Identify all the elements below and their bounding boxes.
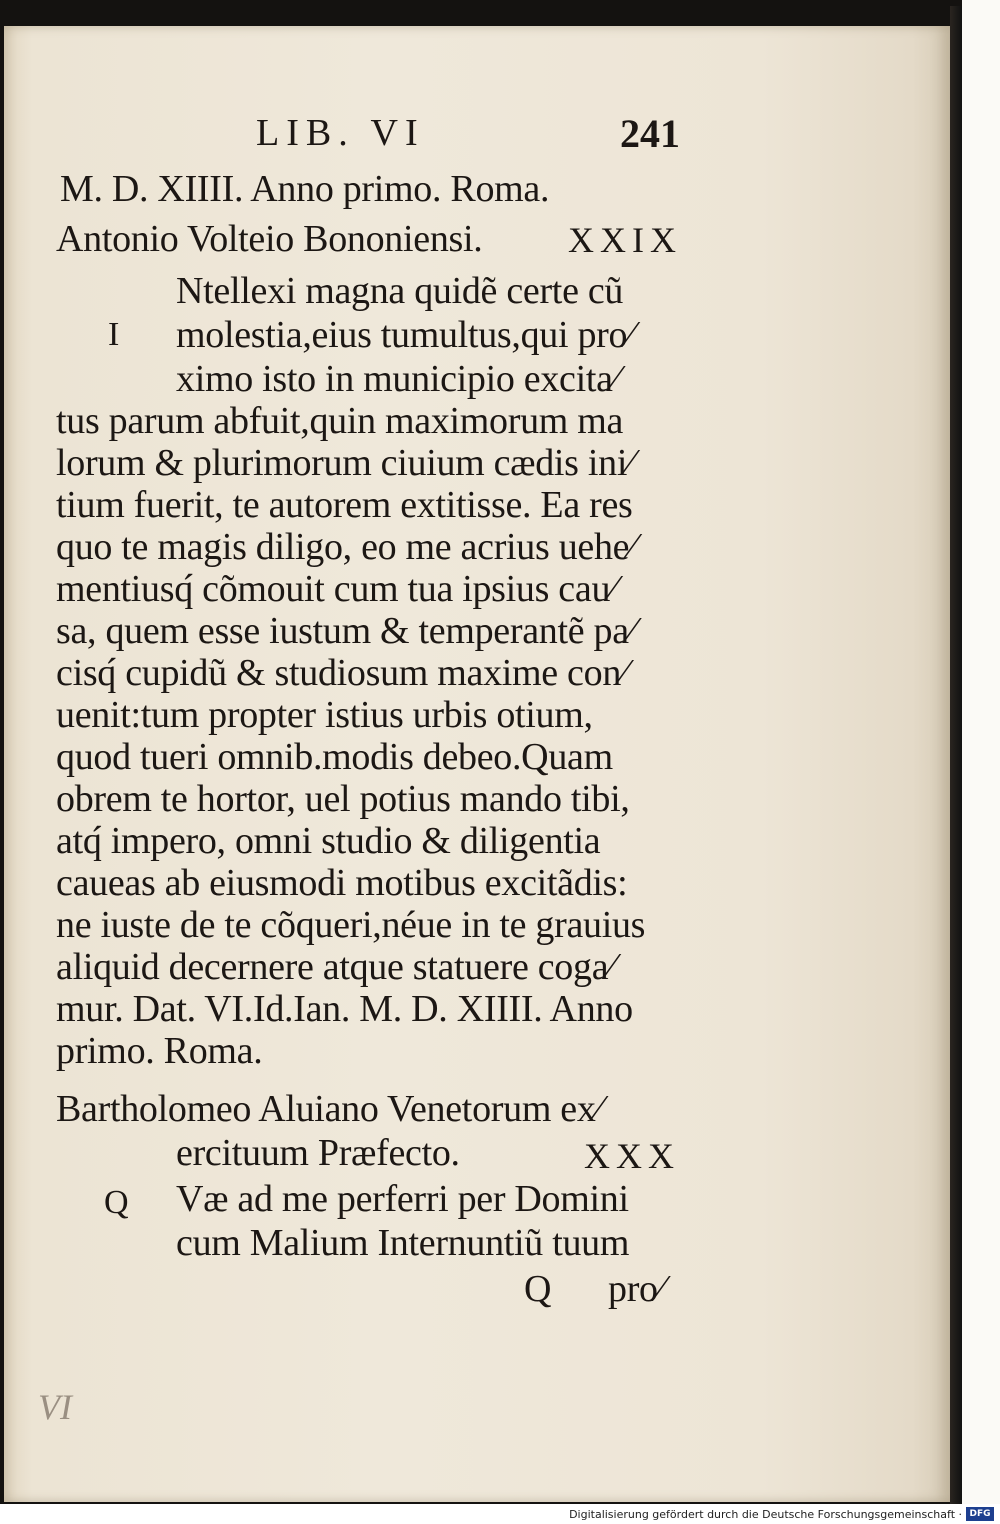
letter-29-line: quo te magis diligo, eo me acrius uehe⁄ xyxy=(56,526,636,568)
letter-29-line: caueas ab eiusmodi motibus excitãdis: xyxy=(56,862,628,904)
letter-29-number: XXIX xyxy=(568,220,682,260)
letter-29-line: atq́ impero, omni studio & diligentia xyxy=(56,820,601,862)
letter-29-line: obrem te hortor, uel potius mando tibi, xyxy=(56,778,630,820)
letter-30-addressee: ercituum Præfecto. xyxy=(176,1132,460,1174)
catchword: pro⁄ xyxy=(608,1268,664,1310)
funding-credit: Digitalisierung gefördert durch die Deutsche Forschungsgemeinschaft · xyxy=(569,1508,962,1521)
letter-29-line: mur. Dat. VI.Id.Ian. M. D. XIIII. Anno xyxy=(56,988,633,1030)
letter-29-line: aliquid decernere atque statuere coga⁄ xyxy=(56,946,615,988)
letter-29-line: Ntellexi magna quidẽ certe cũ xyxy=(176,270,624,312)
digitization-footer xyxy=(0,1504,1000,1524)
letter-29-line: cisq́ cupidũ & studiosum maxime con⁄ xyxy=(56,652,628,694)
running-title: LIB. VI xyxy=(256,112,425,154)
letter-29-line: ne iuste de te cõqueri,néue in te grauius xyxy=(56,904,646,946)
letter-29-initial: I xyxy=(108,316,120,353)
pencil-mark: VI xyxy=(38,1387,72,1427)
dateline-previous-letter: M. D. XIIII. Anno primo. Roma. xyxy=(60,168,550,210)
letter-30-addressee: Bartholomeo Aluiano Venetorum ex⁄ xyxy=(56,1088,602,1130)
letter-30-number: XXX xyxy=(584,1136,680,1176)
book-edge xyxy=(950,6,962,1504)
letter-30-line: cum Malium Internuntiũ tuum xyxy=(176,1222,630,1264)
letter-30-initial: Q xyxy=(104,1184,129,1221)
letter-29-addressee: Antonio Volteio Bononiensi. xyxy=(56,218,483,260)
page-number: 241 xyxy=(620,111,680,156)
letter-29-line: primo. Roma. xyxy=(56,1030,263,1072)
catchword-signature: Q xyxy=(524,1268,552,1310)
letter-29-line: sa, quem esse iustum & temperantẽ pa⁄ xyxy=(56,610,635,652)
letter-29-line: mentiusq́ cõmouit cum tua ipsius cau⁄ xyxy=(56,568,617,610)
letter-29-line: tium fuerit, te autorem extitisse. Ea res xyxy=(56,484,633,526)
letter-29-line: tus parum abfuit,quin maximorum ma xyxy=(56,400,624,442)
letter-29-line: molestia,eius tumultus,qui pro⁄ xyxy=(176,314,634,356)
letter-29-line: lorum & plurimorum ciuium cædis ini⁄ xyxy=(56,442,634,484)
letter-29-line: quod tueri omnib.modis debeo.Quam xyxy=(56,736,613,778)
dfg-logo: DFG xyxy=(966,1507,994,1521)
letter-29-line: uenit:tum propter istius urbis otium, xyxy=(56,694,593,736)
letter-29-line: ximo isto in municipio excita⁄ xyxy=(176,358,619,400)
letter-30-line: Væ ad me perferri per Domini xyxy=(176,1178,629,1220)
